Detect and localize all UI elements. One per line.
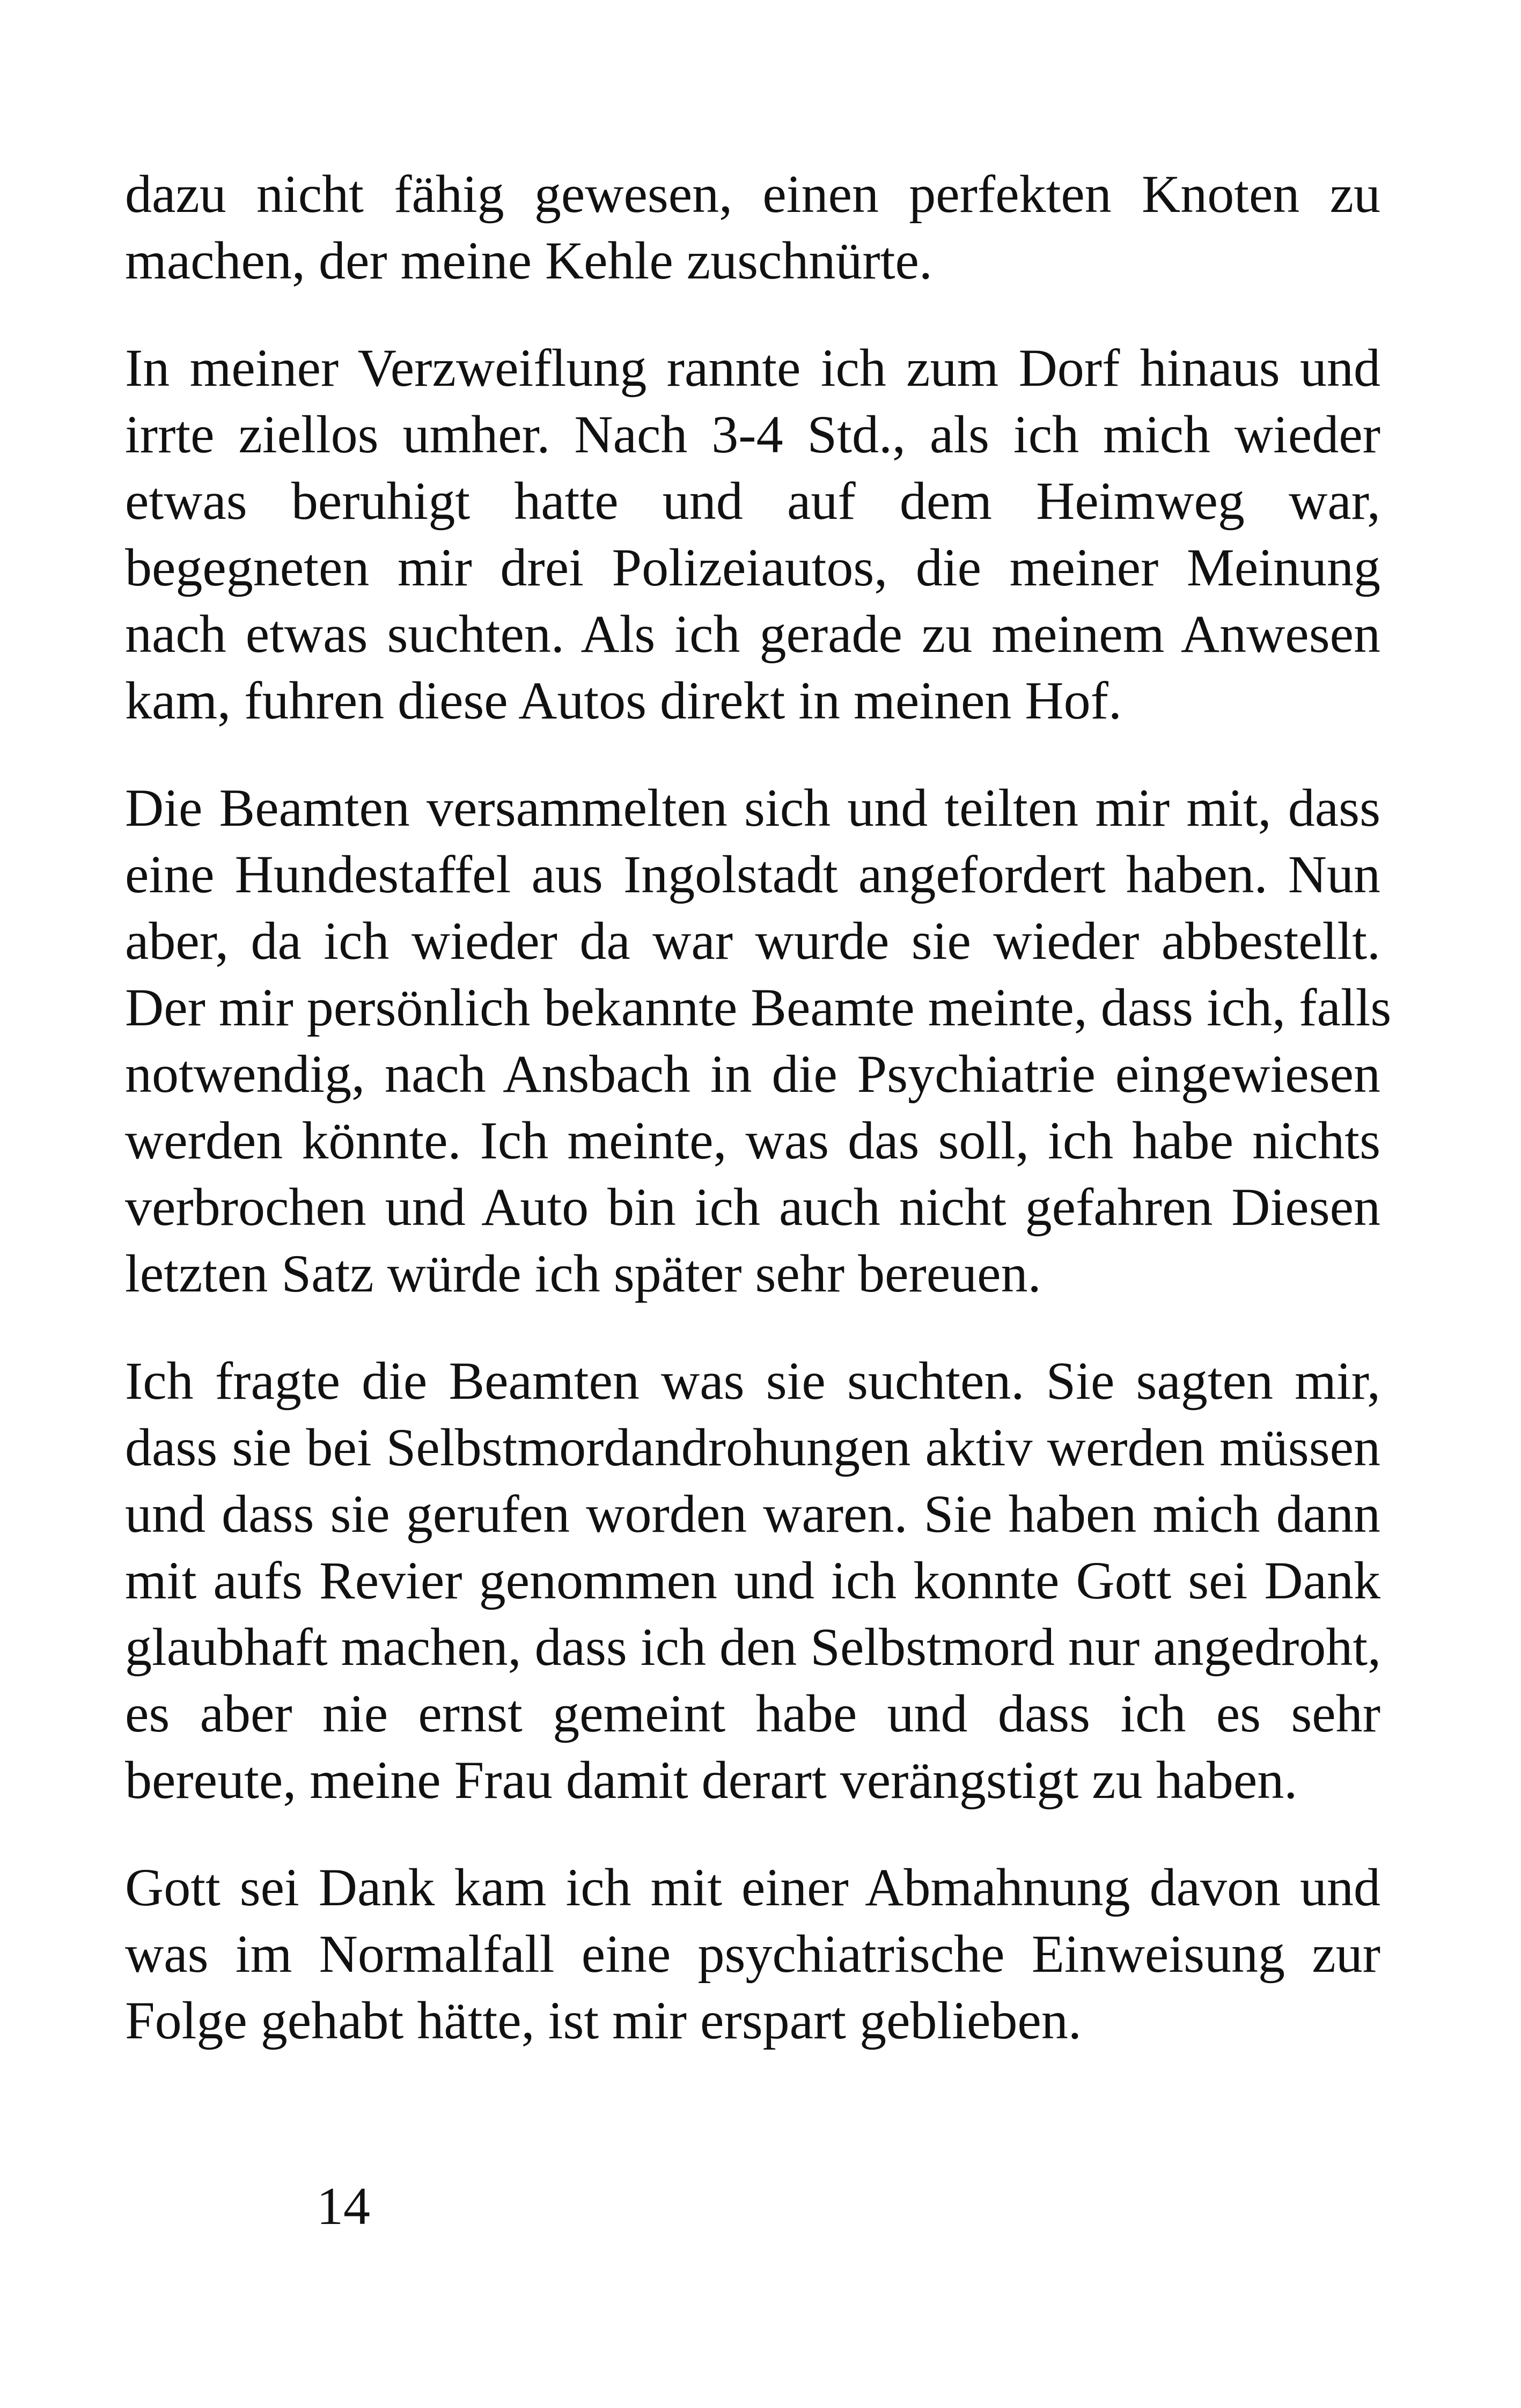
text-line: Ich fragte die Beamten was sie suchten. Sie sagten mir, (125, 1351, 1380, 1411)
text-line: In meiner Verzweiflung rannte ich zum Dorf hinaus und (125, 338, 1380, 398)
page-body (125, 161, 1392, 2095)
text-line: kam, fuhren diese Autos direkt in meinen Hof. (125, 671, 1122, 730)
text-line: Folge gehabt hätte, ist mir erspart geblieben. (125, 1991, 1082, 2050)
text-line: es aber nie ernst gemeint habe und dass ich es sehr (125, 1684, 1380, 1743)
page-number: 14 (317, 2176, 370, 2236)
text-line: Gott sei Dank kam ich mit einer Abmahnung davon und (125, 1858, 1380, 1917)
paragraph-1 (125, 161, 1380, 294)
text-line: verbrochen und Auto bin ich auch nicht gefahren Diesen (125, 1177, 1380, 1237)
paragraph-5 (125, 1854, 1380, 2054)
text-line: Der mir persönlich bekannte Beamte meinte, dass ich, falls (125, 978, 1392, 1037)
text-line: letzten Satz würde ich später sehr bereuen. (125, 1244, 1041, 1303)
paragraph-2 (125, 335, 1380, 734)
text-line: dass sie bei Selbstmordandrohungen aktiv werden müssen (125, 1418, 1380, 1477)
text-line: was im Normalfall eine psychiatrische Einweisung zur (125, 1924, 1380, 1984)
text-line: begegneten mir drei Polizeiautos, die meiner Meinung (125, 538, 1380, 597)
text-line: eine Hundestaffel aus Ingolstadt angefordert haben. Nun (125, 845, 1380, 904)
text-line: notwendig, nach Ansbach in die Psychiatrie eingewiesen (125, 1044, 1380, 1104)
paragraph-3 (125, 775, 1392, 1307)
text-line: aber, da ich wieder da war wurde sie wieder abbestellt. (125, 911, 1380, 971)
text-line: mit aufs Revier genommen und ich konnte Gott sei Dank (125, 1551, 1380, 1610)
text-line: und dass sie gerufen worden waren. Sie haben mich dann (125, 1484, 1380, 1544)
text-line: etwas beruhigt hatte und auf dem Heimweg war, (125, 471, 1380, 531)
text-line: Die Beamten versammelten sich und teilten mir mit, dass (125, 778, 1380, 838)
text-line: machen, der meine Kehle zuschnürte. (125, 231, 932, 290)
text-line: werden könnte. Ich meinte, was das soll, ich habe nichts (125, 1111, 1380, 1170)
paragraph-4 (125, 1348, 1380, 1814)
text-line: glaubhaft machen, dass ich den Selbstmord nur angedroht, (125, 1617, 1382, 1677)
text-line: nach etwas suchten. Als ich gerade zu meinem Anwesen (125, 604, 1380, 664)
text-line: irrte ziellos umher. Nach 3-4 Std., als ich mich wieder (125, 405, 1380, 464)
text-line: dazu nicht fähig gewesen, einen perfekten Knoten zu (125, 164, 1380, 224)
text-line: bereute, meine Frau damit derart verängstigt zu haben. (125, 1750, 1298, 1810)
